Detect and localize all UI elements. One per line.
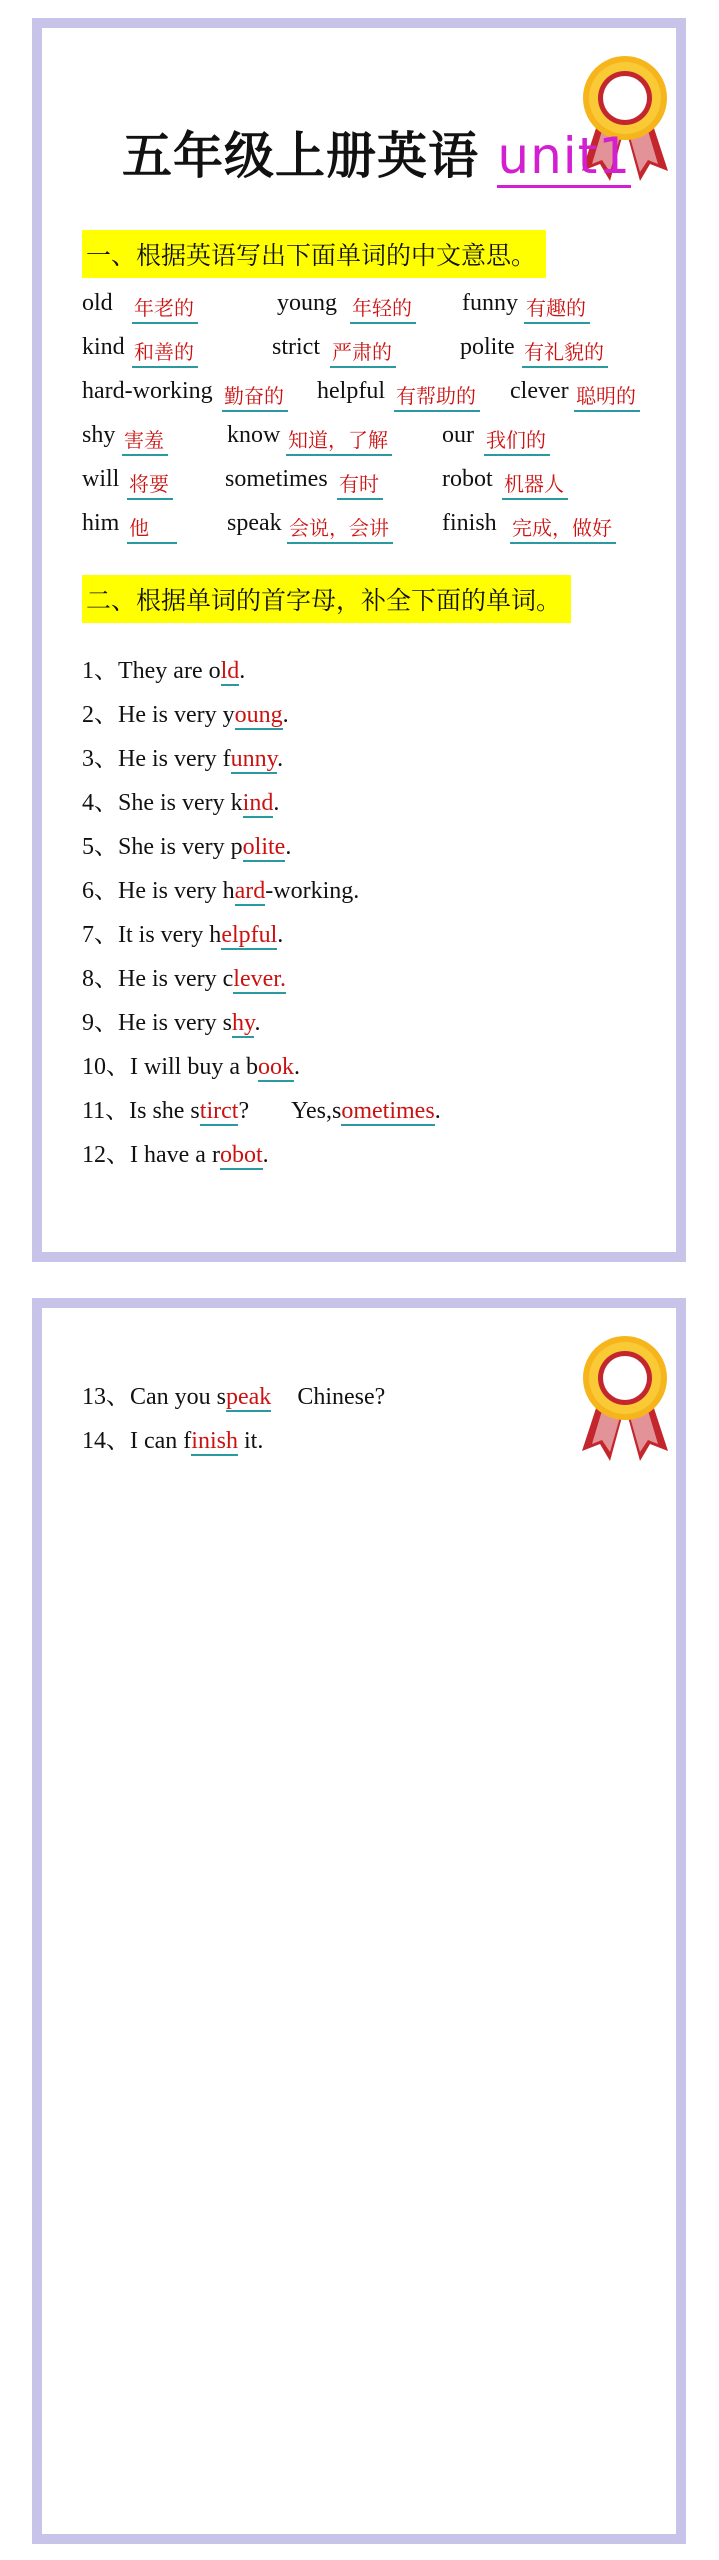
vocab-row-4	[82, 422, 672, 462]
vocab-meaning: 年轻的	[350, 292, 416, 324]
vocab-word: young	[277, 290, 337, 316]
question-row	[82, 1002, 260, 1037]
question-suffix: it.	[237, 1428, 264, 1454]
page-title	[122, 116, 631, 188]
question-row	[82, 958, 286, 993]
question-row	[82, 738, 283, 773]
question-suffix: .	[273, 790, 280, 816]
section-1-heading: 一、根据英语写出下面单词的中文意思。	[82, 230, 546, 278]
vocab-meaning: 年老的	[132, 292, 198, 324]
title-unit: unit1	[497, 127, 631, 188]
question-text: 13、Can you s	[82, 1384, 226, 1410]
vocab-word: shy	[82, 422, 116, 448]
question-row	[82, 870, 359, 905]
vocab-meaning: 严肃的	[330, 336, 396, 368]
vocab-meaning: 有帮助的	[394, 380, 480, 412]
question-row	[82, 1376, 385, 1411]
vocab-meaning: 和善的	[132, 336, 198, 368]
vocab-word: polite	[460, 334, 515, 360]
question-suffix: ?	[238, 1098, 250, 1124]
question-answer: peak	[226, 1384, 272, 1410]
question-row	[82, 650, 245, 685]
question-answer: ind	[242, 790, 274, 816]
question-suffix: .	[277, 922, 284, 948]
vocab-meaning: 有趣的	[524, 292, 590, 324]
question-row	[82, 1420, 263, 1455]
vocab-word: robot	[442, 466, 493, 492]
vocab-word: will	[82, 466, 120, 492]
question-text: 10、I will buy a b	[82, 1054, 258, 1080]
question-text: 11、Is she s	[82, 1098, 200, 1124]
vocab-meaning: 有时	[337, 468, 383, 500]
vocab-word: our	[442, 422, 474, 448]
worksheet-page-2	[32, 1298, 686, 2544]
question-answer: ld	[220, 658, 240, 684]
question-text: 8、He is very c	[82, 966, 234, 992]
question-suffix: .	[262, 1142, 269, 1168]
vocab-meaning: 有礼貌的	[522, 336, 608, 368]
question-suffix: .	[282, 702, 289, 728]
vocab-word: speak	[227, 510, 282, 536]
vocab-word: sometimes	[225, 466, 328, 492]
vocab-row-2	[82, 334, 672, 374]
question-text: 14、I can f	[82, 1428, 192, 1454]
vocab-row-5	[82, 466, 672, 506]
section-2-heading: 二、根据单词的首字母，补全下面的单词。	[82, 575, 571, 623]
question-answer: obot	[219, 1142, 263, 1168]
question-row	[82, 1134, 269, 1169]
vocab-meaning: 聪明的	[574, 380, 640, 412]
vocab-word: strict	[272, 334, 320, 360]
vocab-meaning: 机器人	[502, 468, 568, 500]
question-answer: unny	[230, 746, 278, 772]
vocab-word: kind	[82, 334, 125, 360]
question-answer: hy	[231, 1010, 255, 1036]
vocab-meaning: 害羞	[122, 424, 168, 456]
vocab-word: clever	[510, 378, 569, 404]
question-row	[82, 826, 291, 861]
question-suffix: Chinese?	[297, 1384, 386, 1410]
question-answer: lever.	[233, 966, 286, 992]
question-suffix: -working.	[265, 878, 360, 904]
question-text: 3、He is very f	[82, 746, 231, 772]
vocab-word: know	[227, 422, 281, 448]
question-text: 2、He is very y	[82, 702, 235, 728]
question-answer: oung	[234, 702, 283, 728]
question-text: 1、They are o	[82, 658, 221, 684]
vocab-meaning: 知道，了解	[286, 424, 392, 456]
vocab-word: old	[82, 290, 113, 316]
vocab-word: finish	[442, 510, 497, 536]
question-text: 4、She is very k	[82, 790, 243, 816]
question-answer: olite	[242, 834, 286, 860]
question-text: 5、She is very p	[82, 834, 243, 860]
question-answer: ook	[257, 1054, 294, 1080]
question-answer: ometimes	[341, 1098, 435, 1124]
question-row	[82, 914, 283, 949]
title-main: 五年级上册英语	[122, 127, 479, 185]
question-answer: tirct	[199, 1098, 239, 1124]
vocab-word: helpful	[317, 378, 385, 404]
vocab-row-6	[82, 510, 672, 550]
vocab-word: funny	[462, 290, 518, 316]
question-suffix: .	[285, 834, 292, 860]
question-row	[82, 1090, 441, 1125]
question-suffix: .	[254, 1010, 261, 1036]
question-text: 6、He is very h	[82, 878, 235, 904]
vocab-word: him	[82, 510, 120, 536]
question-row	[82, 782, 279, 817]
vocab-meaning: 勤奋的	[222, 380, 288, 412]
question-row	[82, 1046, 300, 1081]
vocab-word: hard-working	[82, 378, 213, 404]
question-row	[82, 694, 289, 729]
vocab-meaning: 会说，会讲	[287, 512, 393, 544]
vocab-meaning: 他	[127, 512, 177, 544]
question-answer: ard	[234, 878, 266, 904]
vocab-row-1	[82, 290, 672, 330]
vocab-meaning: 将要	[127, 468, 173, 500]
question-text: Yes,s	[291, 1098, 342, 1124]
question-suffix: .	[293, 1054, 300, 1080]
worksheet-page-1	[32, 18, 686, 1262]
vocab-row-3	[82, 378, 672, 418]
question-text: 7、It is very h	[82, 922, 222, 948]
vocab-meaning: 我们的	[484, 424, 550, 456]
question-text: 9、He is very s	[82, 1010, 232, 1036]
vocab-meaning: 完成，做好	[510, 512, 616, 544]
medal-ribbon-icon	[570, 1326, 680, 1466]
question-suffix: .	[239, 658, 246, 684]
question-answer: inish	[191, 1428, 238, 1454]
question-answer: elpful	[221, 922, 278, 948]
question-text: 12、I have a r	[82, 1142, 220, 1168]
question-suffix: .	[434, 1098, 441, 1124]
question-suffix: .	[277, 746, 284, 772]
